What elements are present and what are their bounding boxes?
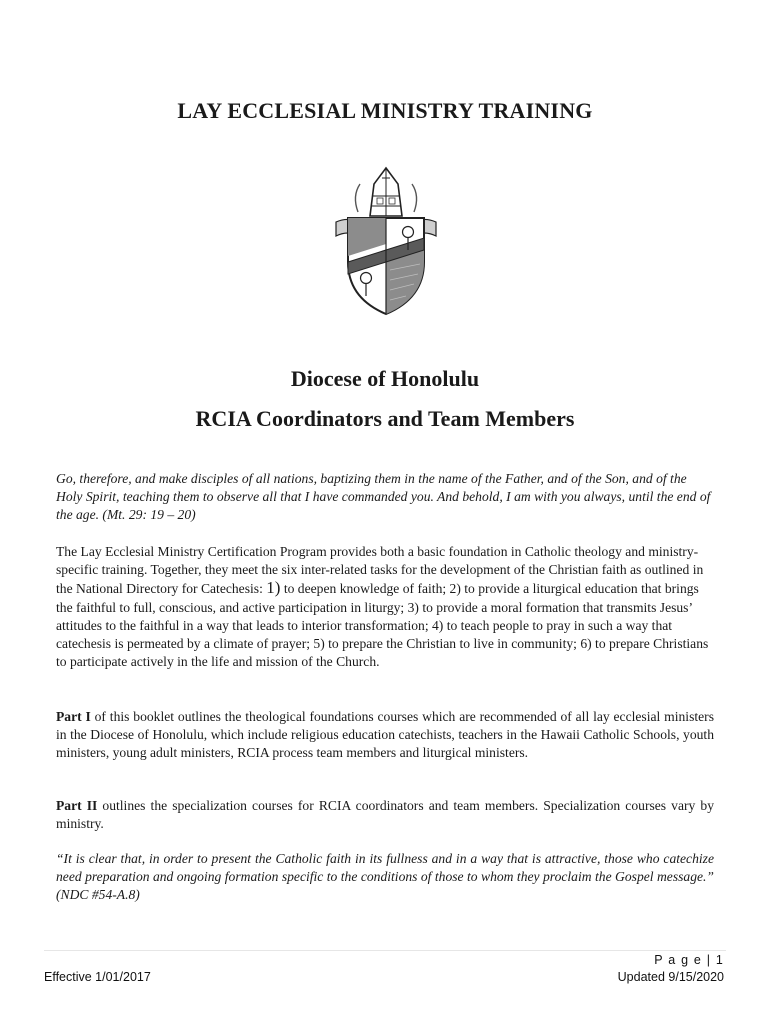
effective-date: Effective 1/01/2017 — [44, 970, 151, 984]
part-one-paragraph — [56, 708, 714, 763]
intro-text-start: The Lay Ecclesial Ministry Certification Program provides both a basic foundation in Catholic theology and ministry-specific training. Together, they meet the six inter-related tasks for the development of the Christian faith as outlined in the National Directory for Catechesis: — [56, 544, 704, 597]
intro-text-end: to deepen knowledge of faith; 2) to provide a liturgical education that brings the faithful to full, conscious, and active participation in liturgy; 3) to provide a moral formation that transmits Jesus’ attitudes to the faithful in a way that leads to interior transformation; 4) to teach people to pray in such a way that catechesis is permeated by a climate of prayer; 5) to prepare the Christian to live in community; 6) to prepare Christians to participate actively in the life and mission of the Church. — [56, 581, 709, 670]
footer-divider — [44, 950, 726, 951]
diocese-coat-of-arms — [330, 166, 442, 318]
scripture-quote: Go, therefore, and make disciples of all nations, baptizing them in the name of the Father, and of the Son, and of the Holy Spirit, teaching them to observe all that I have commanded you. And behold, I am with you always, until the end of the age. (Mt. 29: 19 – 20) — [56, 471, 711, 523]
part-one-text: of this booklet outlines the theological foundations courses which are recommended of all lay ecclesial ministers in the Diocese of Honolulu, which include religious education catechists, teachers in the Hawaii Catholic Schools, youth ministers, young adult ministers, RCIA process team members and liturgical ministers. — [56, 709, 714, 761]
program-heading: RCIA Coordinators and Team Members — [195, 406, 575, 431]
page-number: P a g e | 1 — [654, 953, 724, 967]
intro-task-number: 1) — [266, 578, 281, 598]
part-two-label: Part II — [56, 798, 98, 813]
document-title: LAY ECCLESIAL MINISTRY TRAINING — [177, 98, 593, 123]
part-two-text: outlines the specialization courses for RCIA coordinators and team members. Specialization courses vary by ministry. — [56, 798, 714, 832]
part-one-label: Part I — [56, 709, 91, 724]
intro-paragraph — [56, 543, 714, 671]
ndc-quote: “It is clear that, in order to present the Catholic faith in its fullness and in a way that is attractive, those who catechize need preparation and ongoing formation specific to the conditions of those to whom they proclaim the Gospel message.” (NDC #54-A.8) — [56, 851, 714, 903]
part-two-paragraph — [56, 797, 714, 833]
diocese-heading: Diocese of Honolulu — [290, 366, 480, 391]
updated-date: Updated 9/15/2020 — [617, 970, 724, 984]
